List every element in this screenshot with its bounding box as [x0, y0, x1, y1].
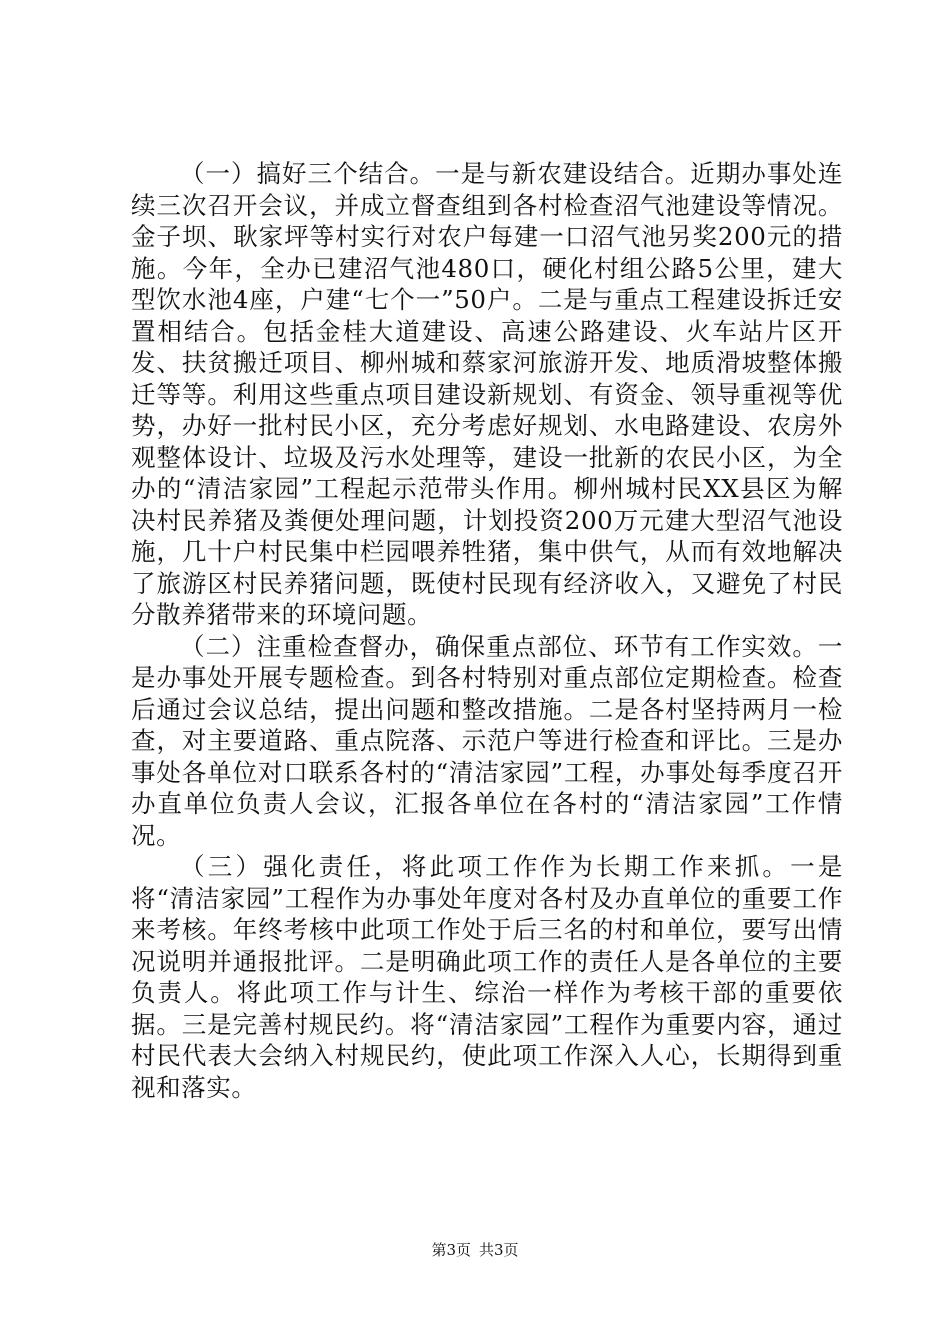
page-number: 第3页 — [431, 1241, 471, 1259]
page-total: 共3页 — [479, 1241, 519, 1259]
page-footer — [0, 1240, 950, 1260]
paragraph-1: （一）搞好三个结合。一是与新农建设结合。近期办事处连续三次召开会议，并成立督查组到各村检查沼气池建设等情况。金子坝、耿家坪等村实行对农户每建一口沼气池另奖200元的措施。今年，全办已建沼气池480口，硬化村组公路5公里，建大型饮水池4座，户建“七个一”50户。二是与重点工程建设拆迁安置相结合。包括金桂大道建设、高速公路建设、火车站片区开发、扶贫搬迁项目、柳州城和蔡家河旅游开发、地质滑坡整体搬迁等等。利用这些重点项目建设新规划、有资金、领导重视等优势，办好一批村民小区，充分考虑好规划、水电路建设、农房外观整体设计、垃圾及污水处理等，建设一批新的农民小区，为全办的“清洁家园”工程起示范带头作用。柳州城村民XX县区为解决村民养猪及粪便处理问题，计划投资200万元建大型沼气池设施，几十户村民集中栏园喂养牲猪，集中供气，从而有效地解决了旅游区村民养猪问题，既使村民现有经济收入，又避免了村民分散养猪带来的环境问题。 — [131, 159, 843, 629]
document-body — [131, 158, 843, 1103]
paragraph-3: （三）强化责任，将此项工作作为长期工作来抓。一是将“清洁家园”工程作为办事处年度对各村及办直单位的重要工作来考核。年终考核中此项工作处于后三名的村和单位，要写出情况说明并通报批评。二是明确此项工作的责任人是各单位的主要负责人。将此项工作与计生、综治一样作为考核干部的重要依据。三是完善村规民约。将“清洁家园”工程作为重要内容，通过村民代表大会纳入村规民约，使此项工作深入人心，长期得到重视和落实。 — [131, 852, 843, 1102]
paragraph-2: （二）注重检查督办，确保重点部位、环节有工作实效。一是办事处开展专题检查。到各村特别对重点部位定期检查。检查后通过会议总结，提出问题和整改措施。二是各村坚持两月一检查，对主要道路、重点院落、示范户等进行检查和评比。三是办事处各单位对口联系各村的“清洁家园”工程，办事处每季度召开办直单位负责人会议，汇报各单位在各村的“清洁家园”工作情况。 — [131, 631, 843, 850]
